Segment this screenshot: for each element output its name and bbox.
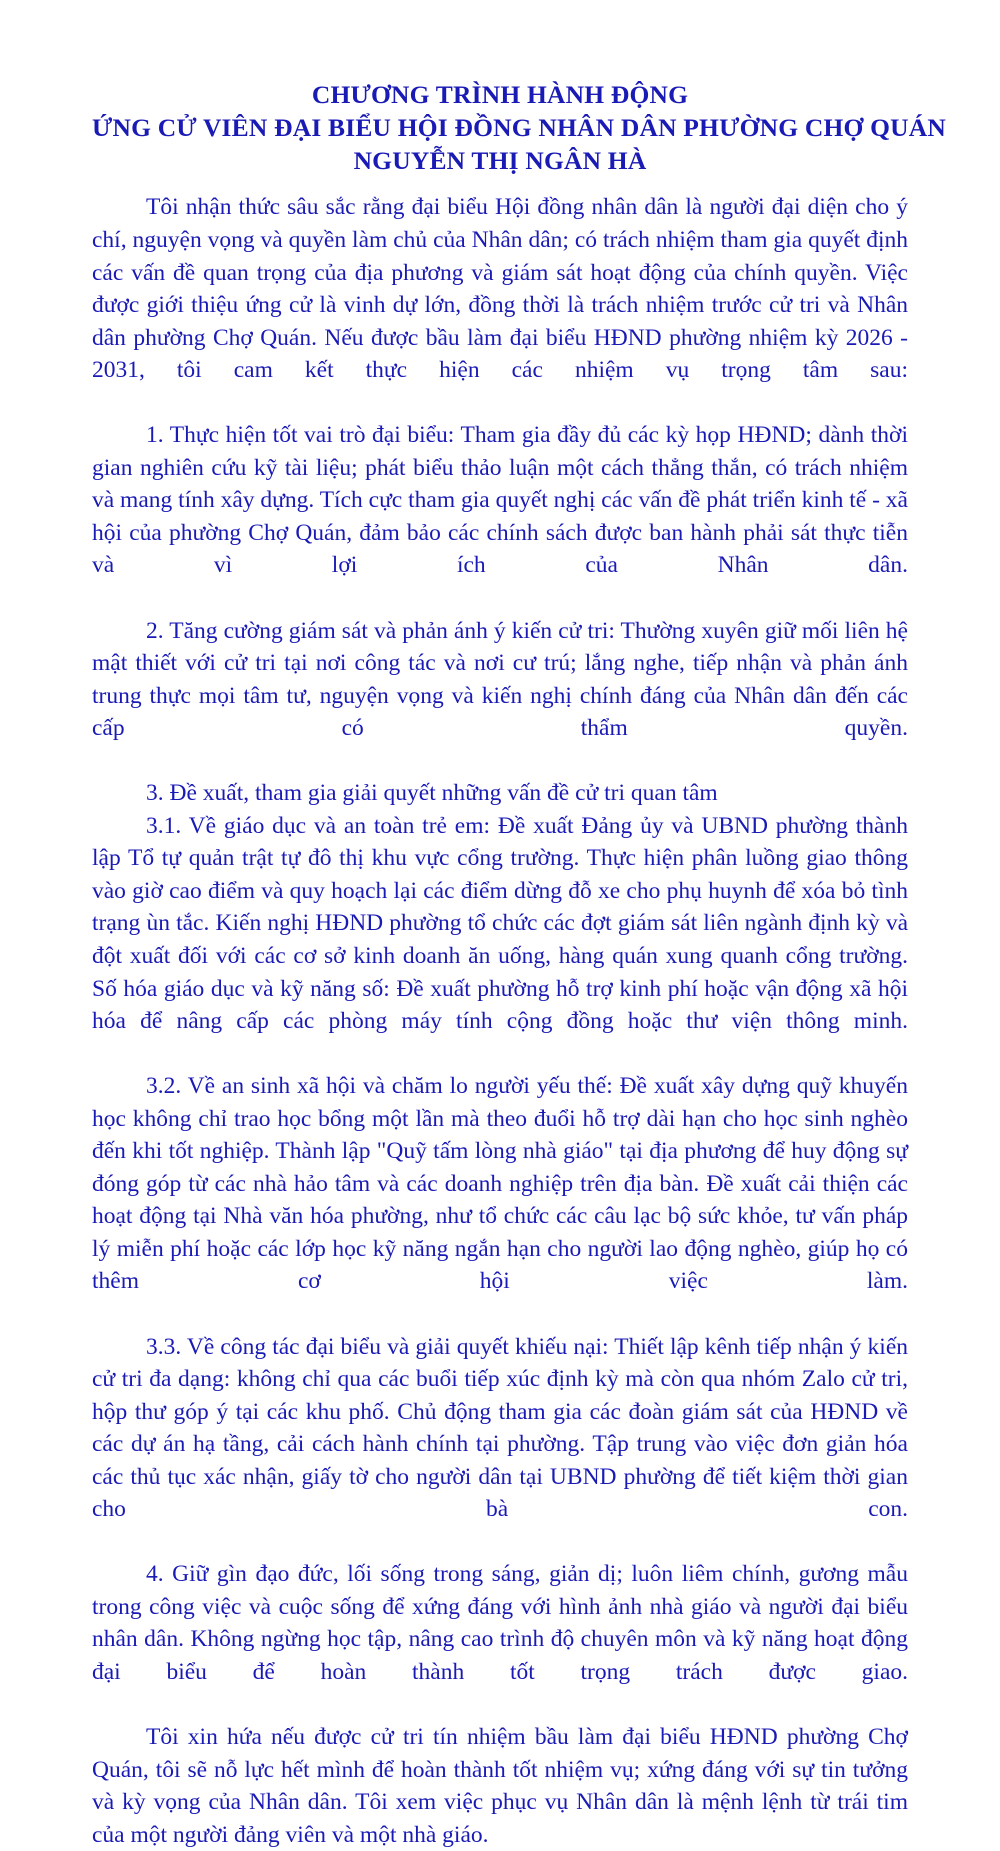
paragraph-item-2: 2. Tăng cường giám sát và phản ánh ý kiến cử tri: Thường xuyên giữ mối liên hệ mật thiết với cử tri tại nơi công tác và nơi cư trú; lắng nghe, tiếp nhận và phản ánh trung thực mọi tâm tư, nguyện vọng và kiến nghị chính đáng của Nhân dân đến các cấp có thẩm quyền. [92, 617, 908, 742]
paragraph-item-3-2: 3.2. Về an sinh xã hội và chăm lo người yếu thế: Đề xuất xây dựng quỹ khuyến học không chỉ trao học bổng một lần mà theo đuổi hỗ trợ dài hạn cho học sinh nghèo đến khi tốt nghiệp. Thành lập "Quỹ tấm lòng nhà giáo" tại địa phương để huy động sự đóng góp từ các nhà hảo tâm và các doanh nghiệp trên địa bàn. Đề xuất cải thiện các hoạt động tại Nhà văn hóa phường, như tổ chức các câu lạc bộ sức khỏe, tư vấn pháp lý miễn phí hoặc các lớp học kỹ năng ngắn hạn cho người lao động nghèo, giúp họ có thêm cơ hội việc làm. [92, 1073, 908, 1295]
document-body [92, 191, 908, 1851]
title-line-1: CHƯƠNG TRÌNH HÀNH ĐỘNG [311, 80, 689, 109]
paragraph-item-3-heading: 3. Đề xuất, tham gia giải quyết những vấn đề cử tri quan tâm [146, 780, 718, 807]
page-title [92, 78, 946, 177]
paragraph-intro: Tôi nhận thức sâu sắc rằng đại biểu Hội đồng nhân dân là người đại diện cho ý chí, nguyện vọng và quyền làm chủ của Nhân dân; có trách nhiệm tham gia quyết định các vấn đề quan trọng của địa phương và giám sát hoạt động của chính quyền. Việc được giới thiệu ứng cử là vinh dự lớn, đồng thời là trách nhiệm trước cử tri và Nhân dân phường Chợ Quán. Nếu được bầu làm đại biểu HĐND phường nhiệm kỳ 2026 - 2031, tôi cam kết thực hiện các nhiệm vụ trọng tâm sau: [92, 194, 908, 384]
paragraph-closing: Tôi xin hứa nếu được cử tri tín nhiệm bầu làm đại biểu HĐND phường Chợ Quán, tôi sẽ nỗ lực hết mình để hoàn thành tốt nhiệm vụ; xứng đáng với sự tin tưởng và kỳ vọng của Nhân dân. Tôi xem việc phục vụ Nhân dân là mệnh lệnh từ trái tim của một người đảng viên và một nhà giáo. [92, 1724, 908, 1848]
paragraph-item-3-1: 3.1. Về giáo dục và an toàn trẻ em: Đề xuất Đảng ủy và UBND phường thành lập Tổ tự quản trật tự đô thị khu vực cổng trường. Thực hiện phân luồng giao thông vào giờ cao điểm và quy hoạch lại các điểm dừng đỗ xe cho phụ huynh để xóa bỏ tình trạng ùn tắc. Kiến nghị HĐND phường tổ chức các đợt giám sát liên ngành định kỳ và đột xuất đối với các cơ sở kinh doanh ăn uống, hàng quán xung quanh cổng trường. Số hóa giáo dục và kỹ năng số: Đề xuất phường hỗ trợ kinh phí hoặc vận động xã hội hóa để nâng cấp các phòng máy tính cộng đồng hoặc thư viện thông minh. [92, 812, 908, 1035]
paragraph-item-4: 4. Giữ gìn đạo đức, lối sống trong sáng, giản dị; luôn liêm chính, gương mẫu trong công việc và cuộc sống để xứng đáng với hình ảnh nhà giáo và người đại biểu nhân dân. Không ngừng học tập, nâng cao trình độ chuyên môn và kỹ năng hoạt động đại biểu để hoàn thành tốt trọng trách được giao. [92, 1561, 908, 1686]
title-line-2: ỨNG CỬ VIÊN ĐẠI BIỂU HỘI ĐỒNG NHÂN DÂN PHƯỜNG CHỢ QUÁN [92, 113, 946, 143]
title-line-3: NGUYỄN THỊ NGÂN HÀ [353, 146, 647, 176]
paragraph-item-3-3: 3.3. Về công tác đại biểu và giải quyết khiếu nại: Thiết lập kênh tiếp nhận ý kiến cử tri đa dạng: không chỉ qua các buổi tiếp xúc định kỳ mà còn qua nhóm Zalo cử tri, hộp thư góp ý tại các khu phố. Chủ động tham gia các đoàn giám sát của HĐND về các dự án hạ tầng, cải cách hành chính tại phường. Tập trung vào việc đơn giản hóa các thủ tục xác nhận, giấy tờ cho người dân tại UBND phường để tiết kiệm thời gian cho bà con. [92, 1333, 908, 1523]
paragraph-item-1: 1. Thực hiện tốt vai trò đại biểu: Tham gia đầy đủ các kỳ họp HĐND; dành thời gian nghiên cứu kỹ tài liệu; phát biểu thảo luận một cách thẳng thắn, có trách nhiệm và mang tính xây dựng. Tích cực tham gia quyết nghị các vấn đề phát triển kinh tế - xã hội của phường Chợ Quán, đảm bảo các chính sách được ban hành phải sát thực tiễn và vì lợi ích của Nhân dân. [92, 422, 908, 579]
